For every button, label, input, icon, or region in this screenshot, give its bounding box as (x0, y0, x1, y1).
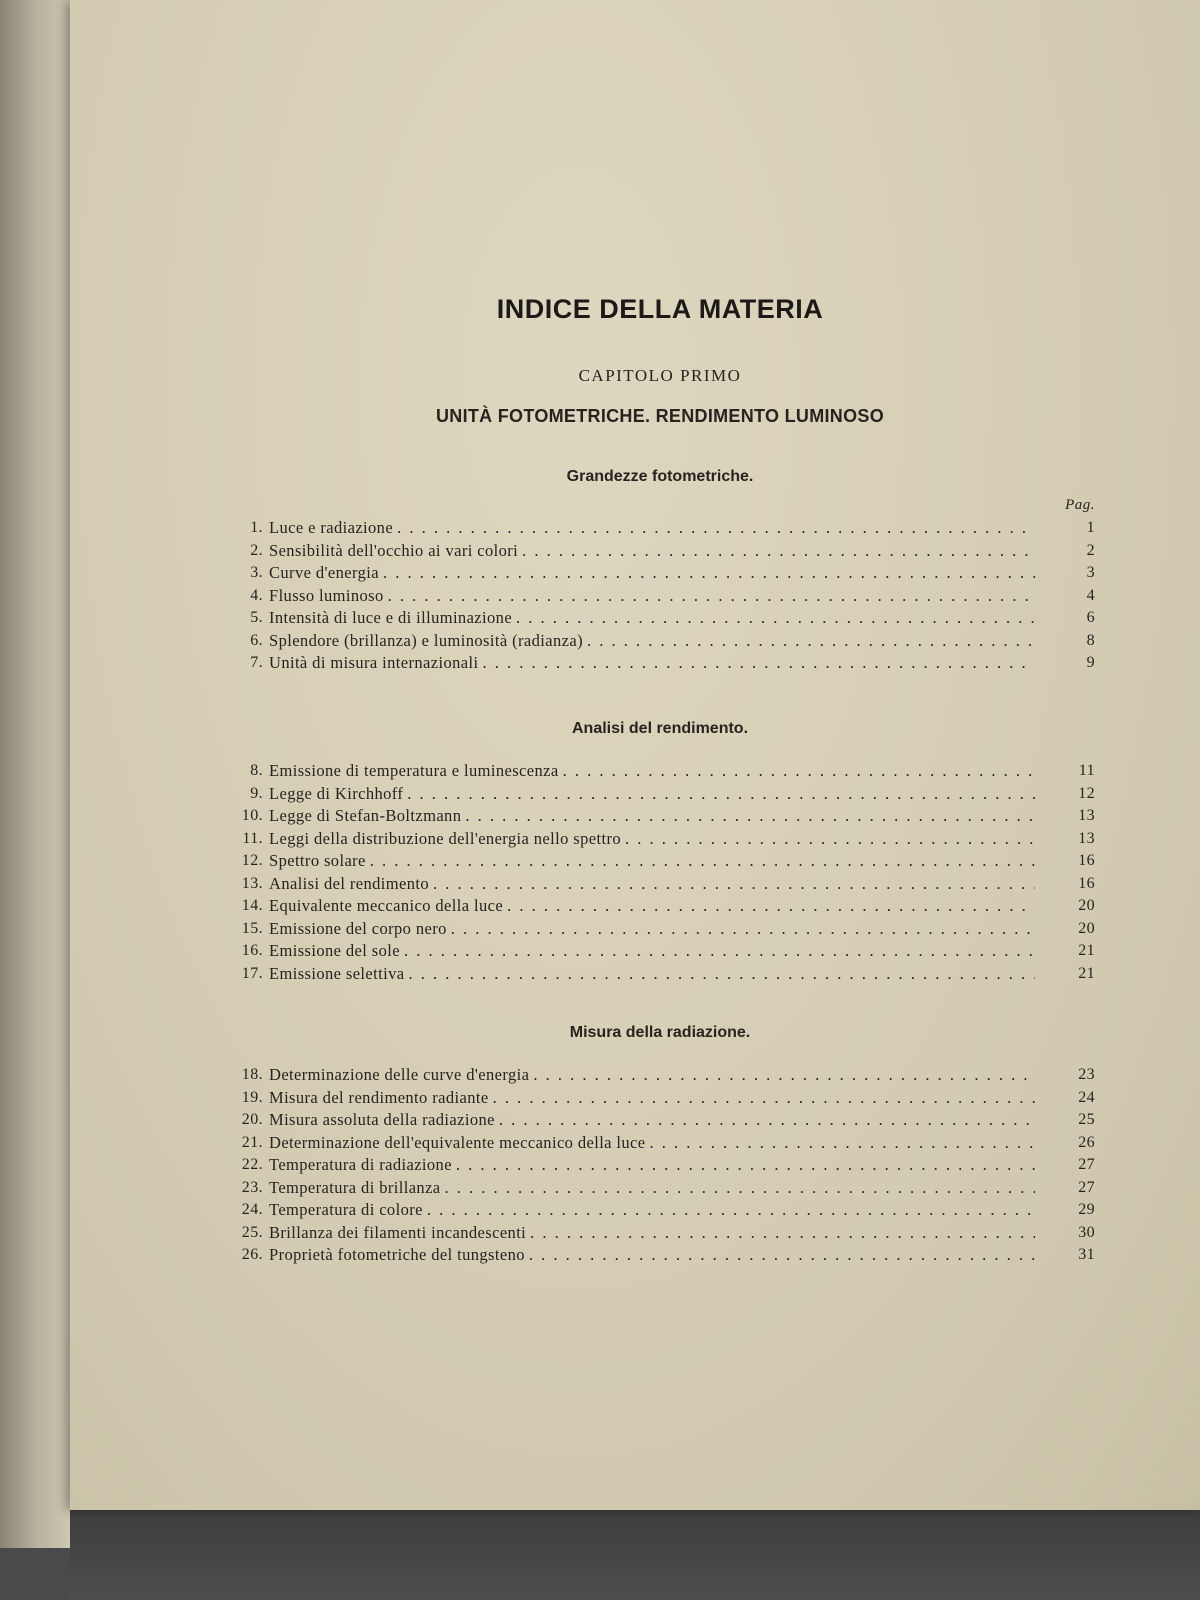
toc-entry (225, 540, 1095, 563)
entry-number: 12. (241, 852, 263, 869)
entry-title-text: Luce e radiazione (269, 518, 394, 537)
entry-page-number: 30 (1078, 1223, 1095, 1241)
toc-entry (225, 1087, 1095, 1110)
entry-title-text: Analisi del rendimento (269, 873, 430, 893)
entry-title (269, 585, 1035, 608)
entry-title-text: Unità di misura internazionali (269, 653, 479, 672)
entry-number: 5. (250, 609, 263, 626)
entry-page-number: 20 (1078, 919, 1095, 937)
entry-title (269, 1087, 1035, 1110)
entry-number: 26. (241, 1246, 263, 1263)
entry-title (269, 940, 1035, 963)
entry-title-text: Legge di Stefan-Boltzmann (269, 806, 462, 825)
table-surface (70, 1500, 1200, 1600)
toc-entry (225, 805, 1095, 828)
entry-title (269, 873, 1035, 896)
entry-number: 17. (241, 964, 263, 982)
toc-entry (225, 630, 1095, 653)
entry-title-text: Temperatura di radiazione (269, 1155, 452, 1174)
entry-title (269, 1199, 1035, 1222)
entry-number: 2. (250, 541, 263, 559)
entry-title (269, 562, 1035, 585)
entry-page-number: 11 (1078, 762, 1095, 779)
toc-entry (225, 562, 1095, 585)
entry-page-number: 23 (1078, 1066, 1095, 1083)
entry-page-number: 26 (1078, 1133, 1095, 1151)
entry-title-text: Intensità di luce e di illuminazione (269, 608, 513, 627)
entry-number: 7. (250, 654, 263, 671)
entry-number: 20. (241, 1111, 263, 1128)
entry-number: 22. (241, 1156, 263, 1173)
entry-number: 11. (242, 829, 263, 847)
entry-number: 25. (241, 1223, 263, 1241)
toc-entry (225, 850, 1095, 873)
section-title: Grandezze fotometriche. (566, 468, 754, 485)
entry-number: 1. (250, 519, 263, 536)
entry-title (269, 805, 1035, 828)
entry-title (269, 1154, 1035, 1177)
entry-title-text: Brillanza dei filamenti incandescenti (269, 1222, 527, 1242)
entry-page-number: 24 (1078, 1088, 1095, 1106)
toc-entry (225, 1132, 1095, 1155)
toc-entry (225, 652, 1095, 675)
chapter-label: CAPITOLO PRIMO (578, 366, 742, 385)
entry-title (269, 540, 1035, 563)
toc-entry (225, 1222, 1095, 1245)
toc-entry (225, 783, 1095, 806)
entry-title-text: Misura del rendimento radiante (269, 1087, 489, 1107)
entry-page-number: 16 (1078, 874, 1095, 892)
entry-title (269, 760, 1035, 783)
entry-number: 4. (250, 586, 263, 604)
entry-number: 19. (241, 1088, 263, 1106)
entry-title-text: Leggi della distribuzione dell'energia nello spettro (269, 828, 621, 848)
entry-title (269, 517, 1035, 540)
entry-page-number: 13 (1078, 829, 1095, 847)
entry-number: 16. (241, 942, 263, 959)
entry-page-number: 13 (1078, 807, 1095, 824)
entry-page-number: 12 (1078, 784, 1095, 802)
entry-title (269, 783, 1035, 806)
entry-title-text: Flusso luminoso (269, 585, 384, 605)
book-page (70, 0, 1200, 1510)
entry-page-number: 25 (1078, 1111, 1095, 1128)
entry-title (269, 1132, 1035, 1155)
entry-title-text: Splendore (brillanza) e luminosità (radianza) (269, 630, 583, 650)
entry-title-text: Temperatura di colore (269, 1200, 423, 1219)
entry-page-number: 4 (1086, 586, 1095, 604)
entry-title-text: Emissione del corpo nero (269, 918, 447, 938)
entry-title (269, 1244, 1035, 1267)
entry-page-number: 21 (1078, 964, 1095, 982)
entry-page-number: 27 (1078, 1156, 1095, 1173)
entry-page-number: 1 (1086, 519, 1095, 536)
entry-title (269, 1177, 1035, 1200)
entry-title-text: Curve d'energia (269, 563, 379, 582)
entry-page-number: 20 (1078, 897, 1095, 914)
entry-number: 23. (241, 1178, 263, 1196)
entry-title-text: Temperatura di brillanza (269, 1177, 441, 1197)
section-title: Misura della radiazione. (569, 1024, 751, 1041)
entry-title (269, 1222, 1035, 1245)
entry-title (269, 652, 1035, 675)
entry-title-text: Emissione selettiva (269, 963, 405, 983)
entry-page-number: 6 (1086, 609, 1095, 626)
entry-number: 13. (241, 874, 263, 892)
entry-title-text: Misura assoluta della radiazione (269, 1110, 495, 1129)
toc-list (225, 760, 1095, 985)
toc-entry (225, 828, 1095, 851)
entry-title (269, 630, 1035, 653)
entry-title-text: Determinazione dell'equivalente meccanico della luce (269, 1132, 646, 1152)
entry-number: 24. (241, 1201, 263, 1218)
entry-title-text: Proprietà fotometriche del tungsteno (269, 1245, 525, 1264)
toc-entry (225, 1244, 1095, 1267)
toc-entry (225, 607, 1095, 630)
entry-title-text: Equivalente meccanico della luce (269, 896, 504, 915)
toc-entry (225, 517, 1095, 540)
entry-title (269, 828, 1035, 851)
entry-page-number: 8 (1086, 631, 1095, 649)
chapter-title: UNITÀ FOTOMETRICHE. RENDIMENTO LUMINOSO (435, 406, 885, 426)
entry-number: 9. (250, 784, 263, 802)
toc-entry (225, 1199, 1095, 1222)
entry-number: 3. (250, 564, 263, 581)
entry-title (269, 850, 1035, 873)
toc-entry (225, 873, 1095, 896)
entry-title-text: Emissione del sole (269, 941, 400, 960)
entry-page-number: 9 (1086, 654, 1095, 671)
entry-title (269, 895, 1035, 918)
toc-entry (225, 895, 1095, 918)
entry-page-number: 16 (1078, 852, 1095, 869)
entry-page-number: 2 (1086, 541, 1095, 559)
toc-entry (225, 760, 1095, 783)
page-column-label: Pag. (1065, 497, 1095, 513)
toc-entry (225, 1064, 1095, 1087)
entry-number: 21. (241, 1133, 263, 1151)
toc-entry (225, 1109, 1095, 1132)
entry-title-text: Sensibilità dell'occhio ai vari colori (269, 540, 519, 560)
entry-page-number: 31 (1078, 1246, 1095, 1263)
entry-title-text: Spettro solare (269, 851, 366, 870)
toc-entry (225, 918, 1095, 941)
entry-number: 15. (241, 919, 263, 937)
entry-page-number: 3 (1086, 564, 1095, 581)
entry-title (269, 963, 1035, 986)
entry-page-number: 27 (1078, 1178, 1095, 1196)
entry-title-text: Legge di Kirchhoff (269, 783, 404, 803)
section-title: Analisi del rendimento. (571, 720, 749, 737)
entry-number: 10. (241, 807, 263, 824)
entry-page-number: 29 (1078, 1201, 1095, 1218)
toc-entry (225, 585, 1095, 608)
entry-number: 8. (250, 762, 263, 779)
entry-title (269, 918, 1035, 941)
toc-entry (225, 940, 1095, 963)
toc-entry (225, 1177, 1095, 1200)
toc-entry (225, 963, 1095, 986)
toc-entry (225, 1154, 1095, 1177)
page-title: INDICE DELLA MATERIA (496, 294, 824, 324)
entry-title-text: Emissione di temperatura e luminescenza (269, 761, 559, 780)
entry-title-text: Determinazione delle curve d'energia (269, 1065, 530, 1084)
entry-number: 14. (241, 897, 263, 914)
entry-page-number: 21 (1078, 942, 1095, 959)
entry-title (269, 1064, 1035, 1087)
entry-number: 6. (250, 631, 263, 649)
entry-number: 18. (241, 1066, 263, 1083)
entry-title (269, 1109, 1035, 1132)
toc-list (225, 517, 1095, 675)
toc-list (225, 1064, 1095, 1267)
entry-title (269, 607, 1035, 630)
